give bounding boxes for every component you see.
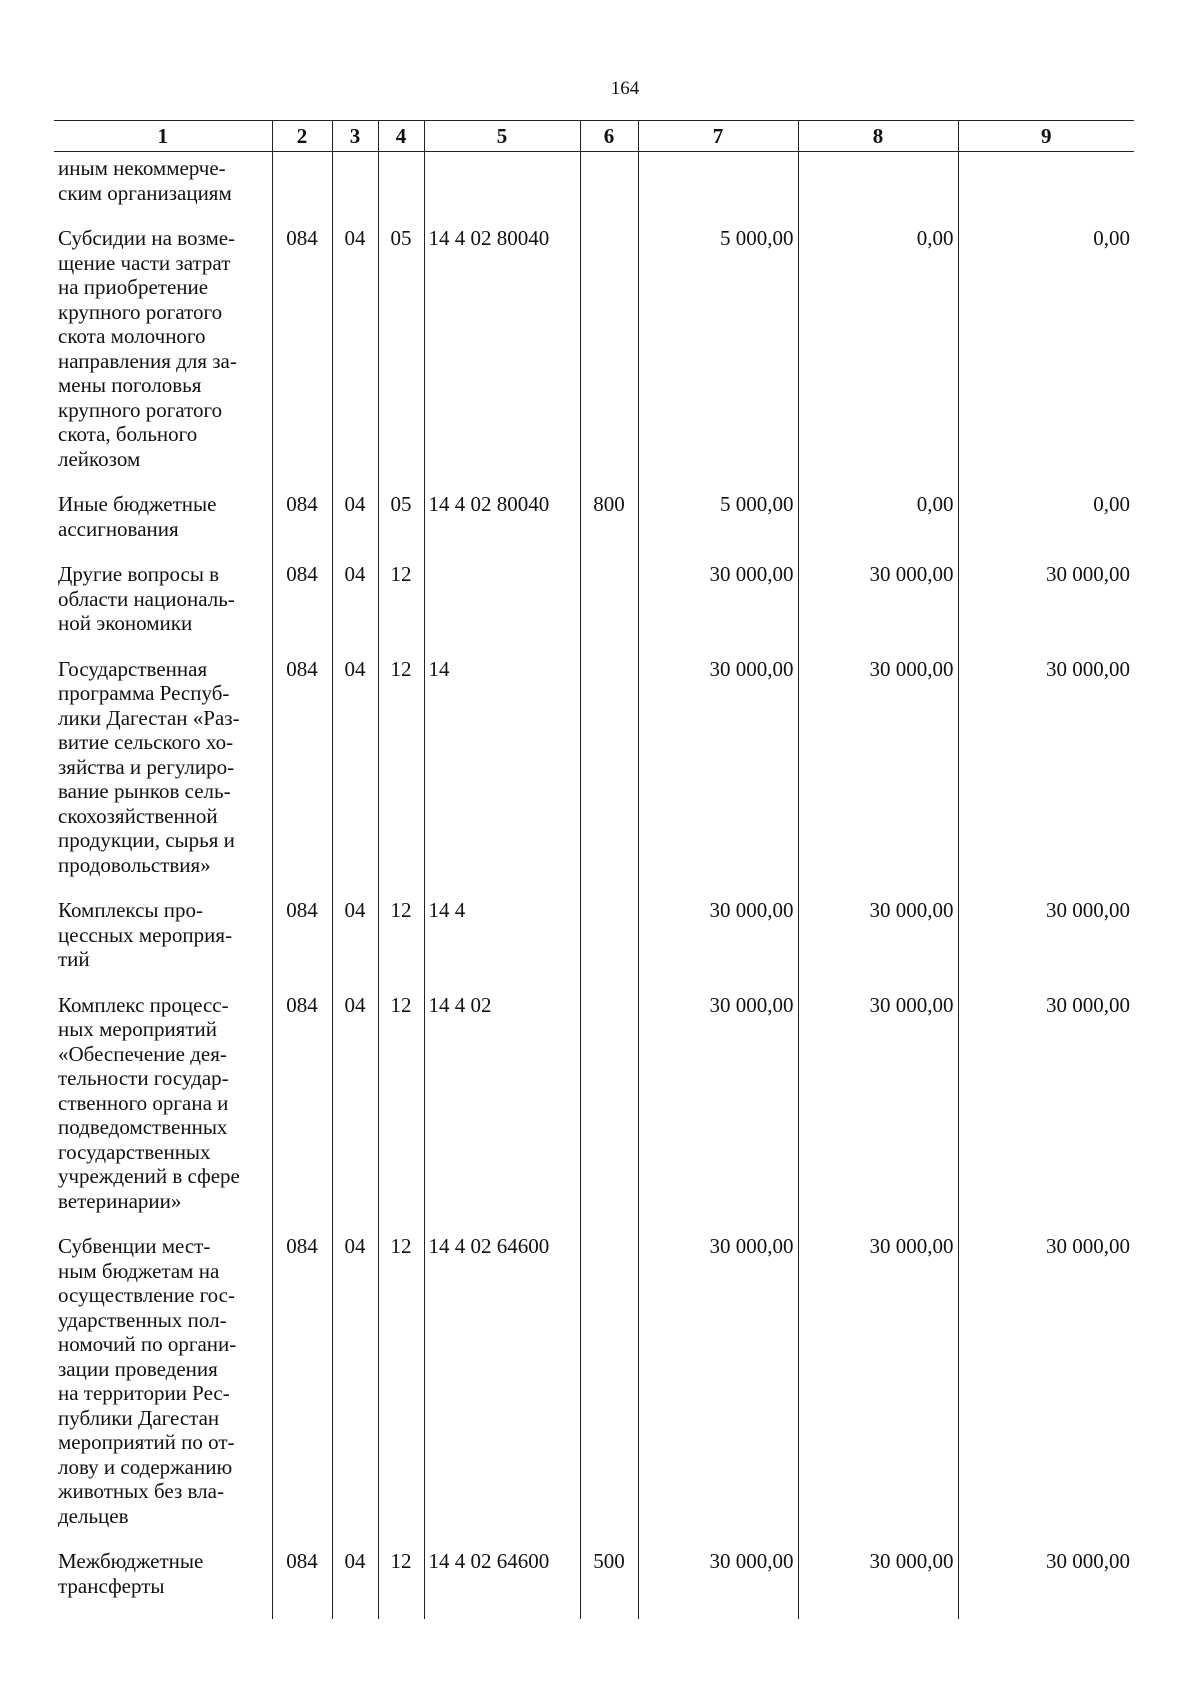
column-header: 2 (272, 121, 332, 152)
cell-target-article: 14 4 02 (424, 993, 580, 1235)
column-header: 9 (958, 121, 1134, 152)
item-name-line: номочий по органи- (58, 1332, 237, 1356)
cell-amount-col8: 30 000,00 (798, 1234, 958, 1549)
cell-expense-type (580, 152, 638, 227)
cell-expense-type: 500 (580, 1549, 638, 1619)
column-header: 5 (424, 121, 580, 152)
item-name-line: крупного рогатого (58, 299, 223, 324)
cell-subsection-code: 05 (378, 492, 424, 562)
cell-item-name (54, 1549, 272, 1619)
cell-ministry-code (272, 152, 332, 227)
item-name-line: программа Респуб- (58, 681, 230, 705)
cell-amount-col7: 30 000,00 (638, 657, 798, 899)
item-name-line: на приобретение (58, 275, 209, 299)
cell-target-article: 14 4 02 80040 (424, 226, 580, 492)
item-name-line: Государственная (58, 656, 208, 681)
item-name-line: на территории Рес- (58, 1381, 230, 1405)
cell-amount-col8: 30 000,00 (798, 657, 958, 899)
column-header: 6 (580, 121, 638, 152)
cell-amount-col9: 30 000,00 (958, 898, 1134, 993)
item-name-line: вание рынков сель- (58, 779, 231, 803)
cell-amount-col7 (638, 152, 798, 227)
item-name-line: ассигнования (58, 516, 179, 541)
cell-ministry-code: 084 (272, 492, 332, 562)
cell-amount-col7: 30 000,00 (638, 993, 798, 1235)
cell-item-name (54, 898, 272, 993)
cell-amount-col9: 30 000,00 (958, 657, 1134, 899)
cell-subsection-code: 12 (378, 1234, 424, 1549)
table-header-row (54, 121, 1134, 152)
cell-item-name (54, 492, 272, 562)
item-name-line: Субвенции мест- (58, 1234, 211, 1258)
cell-amount-col8: 0,00 (798, 226, 958, 492)
item-name-line: лики Дагестан «Раз- (58, 705, 240, 730)
item-name-line: мероприятий по от- (58, 1430, 235, 1454)
item-name-line: области националь- (58, 586, 235, 611)
cell-ministry-code: 084 (272, 898, 332, 993)
cell-target-article: 14 (424, 657, 580, 899)
item-name-line: Комплекс процесс- (58, 992, 229, 1017)
cell-item-name (54, 226, 272, 492)
item-name-line: зации проведения (58, 1356, 218, 1381)
cell-amount-col9: 30 000,00 (958, 1234, 1134, 1549)
item-name-line: щение части затрат (58, 250, 231, 275)
cell-ministry-code: 084 (272, 1234, 332, 1549)
cell-section-code: 04 (332, 1549, 378, 1619)
cell-ministry-code: 084 (272, 1549, 332, 1619)
item-name-line: животных без вла- (58, 1479, 224, 1503)
item-name-line: лову и содержанию (58, 1454, 233, 1479)
cell-amount-col8: 0,00 (798, 492, 958, 562)
cell-section-code: 04 (332, 657, 378, 899)
cell-amount-col7: 30 000,00 (638, 898, 798, 993)
cell-ministry-code: 084 (272, 226, 332, 492)
column-header: 1 (54, 121, 272, 152)
cell-amount-col8: 30 000,00 (798, 1549, 958, 1619)
item-name-line: Субсидии на возме- (58, 226, 236, 250)
cell-amount-col9 (958, 152, 1134, 227)
cell-item-name (54, 562, 272, 657)
cell-amount-col7: 5 000,00 (638, 226, 798, 492)
cell-section-code: 04 (332, 1234, 378, 1549)
cell-ministry-code: 084 (272, 993, 332, 1235)
table-row (54, 1549, 1134, 1619)
cell-expense-type (580, 657, 638, 899)
cell-subsection-code: 12 (378, 993, 424, 1235)
item-name-line: скохозяйственной (58, 803, 218, 828)
cell-amount-col7: 30 000,00 (638, 1549, 798, 1619)
table-row (54, 492, 1134, 562)
item-name-line: цессных мероприя- (58, 922, 233, 947)
item-name-line: дельцев (58, 1503, 129, 1528)
cell-ministry-code: 084 (272, 657, 332, 899)
cell-item-name (54, 993, 272, 1235)
cell-amount-col9: 30 000,00 (958, 993, 1134, 1235)
item-name-line: ским организациям (58, 180, 232, 205)
item-name-line: трансферты (58, 1573, 165, 1598)
cell-expense-type (580, 562, 638, 657)
cell-section-code: 04 (332, 562, 378, 657)
item-name-line: иным некоммерче- (58, 156, 226, 180)
cell-item-name (54, 1234, 272, 1549)
item-name-line: государственных (58, 1139, 211, 1164)
cell-amount-col7: 30 000,00 (638, 1234, 798, 1549)
table-row (54, 993, 1134, 1235)
item-name-line: крупного рогатого (58, 397, 223, 422)
cell-expense-type (580, 1234, 638, 1549)
item-name-line: зяйства и регулиро- (58, 754, 235, 779)
item-name-line: мены поголовья (58, 373, 202, 397)
cell-subsection-code: 12 (378, 562, 424, 657)
cell-target-article (424, 152, 580, 227)
cell-amount-col7: 5 000,00 (638, 492, 798, 562)
cell-expense-type: 800 (580, 492, 638, 562)
item-name-line: Комплексы про- (58, 898, 203, 922)
cell-amount-col9: 30 000,00 (958, 1549, 1134, 1619)
item-name-line: тельности государ- (58, 1066, 229, 1090)
table-row (54, 226, 1134, 492)
column-header: 8 (798, 121, 958, 152)
cell-section-code: 04 (332, 492, 378, 562)
cell-subsection-code: 05 (378, 226, 424, 492)
item-name-line: учреждений в сфере (58, 1164, 240, 1188)
cell-amount-col8: 30 000,00 (798, 898, 958, 993)
cell-amount-col8 (798, 152, 958, 227)
column-header: 3 (332, 121, 378, 152)
table-row (54, 898, 1134, 993)
cell-subsection-code (378, 152, 424, 227)
item-name-line: витие сельского хо- (58, 730, 234, 754)
column-header: 7 (638, 121, 798, 152)
item-name-line: ударственных пол- (58, 1307, 227, 1332)
table-row (54, 562, 1134, 657)
cell-target-article: 14 4 02 64600 (424, 1549, 580, 1619)
item-name-line: продукции, сырья и (58, 828, 235, 852)
cell-section-code (332, 152, 378, 227)
cell-ministry-code: 084 (272, 562, 332, 657)
item-name-line: продовольствия» (58, 852, 211, 877)
cell-expense-type (580, 226, 638, 492)
item-name-line: публики Дагестан (58, 1405, 220, 1430)
item-name-line: тий (58, 947, 90, 971)
cell-amount-col8: 30 000,00 (798, 993, 958, 1235)
cell-subsection-code: 12 (378, 898, 424, 993)
cell-subsection-code: 12 (378, 657, 424, 899)
cell-target-article (424, 562, 580, 657)
item-name-line: направления для за- (58, 348, 237, 373)
item-name-line: «Обеспечение дея- (58, 1041, 227, 1066)
cell-section-code: 04 (332, 993, 378, 1235)
item-name-line: Другие вопросы в (58, 562, 220, 586)
cell-amount-col9: 0,00 (958, 492, 1134, 562)
cell-target-article: 14 4 (424, 898, 580, 993)
item-name-line: Межбюджетные (58, 1549, 204, 1573)
item-name-line: подведомственных (58, 1115, 228, 1139)
item-name-line: ных мероприятий (58, 1017, 217, 1041)
item-name-line: скота, больного (58, 422, 198, 446)
cell-amount-col7: 30 000,00 (638, 562, 798, 657)
item-name-line: ной экономики (58, 611, 193, 635)
item-name-line: ветеринарии» (58, 1188, 182, 1213)
cell-amount-col8: 30 000,00 (798, 562, 958, 657)
budget-table (54, 120, 1134, 1619)
item-name-line: лейкозом (58, 446, 141, 471)
cell-target-article: 14 4 02 64600 (424, 1234, 580, 1549)
column-header: 4 (378, 121, 424, 152)
item-name-line: Иные бюджетные (58, 492, 217, 516)
table-row (54, 1234, 1134, 1549)
cell-amount-col9: 30 000,00 (958, 562, 1134, 657)
table-row (54, 152, 1134, 227)
cell-section-code: 04 (332, 226, 378, 492)
item-name-line: осуществление гос- (58, 1283, 235, 1307)
table-row (54, 657, 1134, 899)
table-body (54, 152, 1134, 1620)
cell-amount-col9: 0,00 (958, 226, 1134, 492)
item-name-line: скота молочного (58, 324, 206, 348)
item-name-line: ственного органа и (58, 1090, 229, 1115)
item-name-line: ным бюджетам на (58, 1258, 220, 1283)
cell-target-article: 14 4 02 80040 (424, 492, 580, 562)
cell-section-code: 04 (332, 898, 378, 993)
cell-item-name (54, 152, 272, 227)
cell-expense-type (580, 898, 638, 993)
cell-expense-type (580, 993, 638, 1235)
cell-item-name (54, 657, 272, 899)
cell-subsection-code: 12 (378, 1549, 424, 1619)
page-number: 164 (610, 78, 640, 99)
